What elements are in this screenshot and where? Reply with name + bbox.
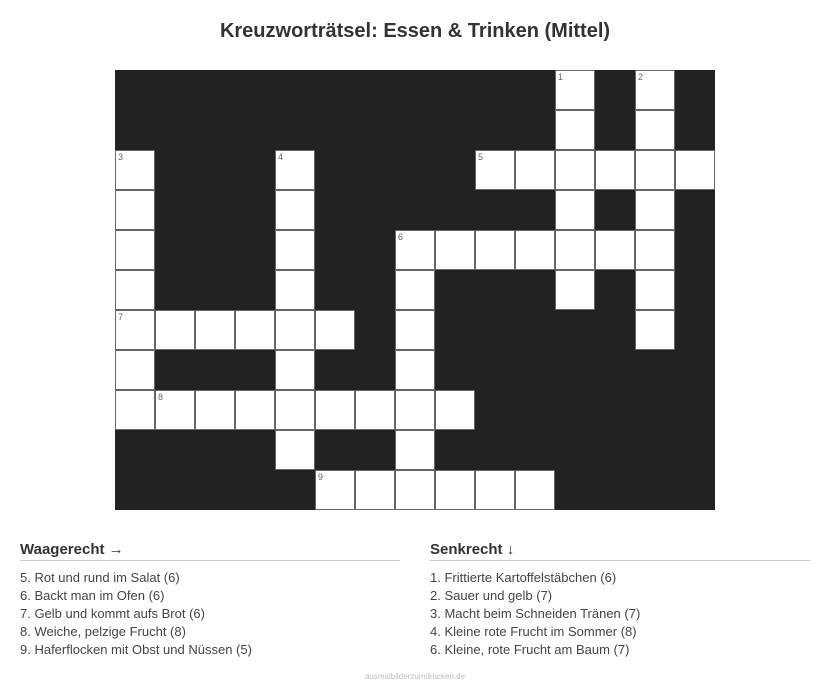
grid-cell[interactable]	[635, 70, 675, 110]
grid-cell[interactable]	[475, 230, 515, 270]
grid-cell[interactable]	[315, 470, 355, 510]
grid-cell[interactable]	[315, 390, 355, 430]
clue-number: 9	[318, 472, 324, 482]
grid-cell[interactable]	[155, 390, 195, 430]
grid-cell[interactable]	[275, 310, 315, 350]
grid-cell[interactable]	[315, 310, 355, 350]
grid-cell[interactable]	[235, 310, 275, 350]
across-clues	[20, 540, 400, 659]
grid-cell[interactable]	[635, 230, 675, 270]
grid-cell[interactable]	[435, 470, 475, 510]
clue-down: 3. Macht beim Schneiden Tränen (7)	[430, 606, 641, 621]
clue-down: 1. Frittierte Kartoffelstäbchen (6)	[430, 570, 617, 585]
grid-cell[interactable]	[275, 430, 315, 470]
grid-cell[interactable]	[115, 150, 155, 190]
clue-number: 1	[558, 72, 564, 82]
grid-cell[interactable]	[515, 150, 555, 190]
grid-cell[interactable]	[115, 230, 155, 270]
down-clue-list	[430, 569, 810, 659]
grid-cell[interactable]	[555, 150, 595, 190]
grid-cell[interactable]	[395, 430, 435, 470]
footer-credit: ausmalbilderzumdrucken.de	[364, 672, 466, 681]
down-heading: Senkrecht ↓	[430, 540, 810, 561]
across-clue-list	[20, 569, 400, 659]
grid-cell[interactable]	[275, 190, 315, 230]
grid-cell[interactable]	[115, 270, 155, 310]
grid-cell[interactable]	[435, 230, 475, 270]
grid-cell[interactable]	[395, 310, 435, 350]
grid-cell[interactable]	[355, 470, 395, 510]
down-clues	[430, 540, 810, 659]
clue-number: 3	[118, 152, 124, 162]
grid-cell[interactable]	[635, 270, 675, 310]
grid-cell[interactable]	[635, 150, 675, 190]
grid-cell[interactable]	[395, 230, 435, 270]
grid-cell[interactable]	[555, 110, 595, 150]
grid-cell[interactable]	[635, 310, 675, 350]
grid-cell[interactable]	[275, 350, 315, 390]
clue-across: 9. Haferflocken mit Obst und Nüssen (5)	[20, 642, 252, 657]
grid-cell[interactable]	[555, 230, 595, 270]
clue-across: 7. Gelb und kommt aufs Brot (6)	[20, 606, 205, 621]
across-heading: Waagerecht →	[20, 540, 400, 561]
grid-cell[interactable]	[555, 270, 595, 310]
grid-cell[interactable]	[595, 150, 635, 190]
grid-cell[interactable]	[395, 350, 435, 390]
grid-cell[interactable]	[395, 470, 435, 510]
grid-cell[interactable]	[515, 470, 555, 510]
grid-cell[interactable]	[355, 390, 395, 430]
clue-number: 8	[158, 392, 164, 402]
puzzle-title: Kreuzworträtsel: Essen & Trinken (Mittel)	[219, 20, 611, 42]
clue-across: 8. Weiche, pelzige Frucht (8)	[20, 624, 186, 639]
grid-cell[interactable]	[275, 230, 315, 270]
grid-cell[interactable]	[195, 310, 235, 350]
grid-cell[interactable]	[275, 150, 315, 190]
grid-cell[interactable]	[395, 270, 435, 310]
clue-number: 2	[638, 72, 644, 82]
grid-cell[interactable]	[595, 230, 635, 270]
grid-cell[interactable]	[515, 230, 555, 270]
grid-cell[interactable]	[115, 310, 155, 350]
grid-cell[interactable]	[275, 390, 315, 430]
clue-number: 7	[118, 312, 124, 322]
clue-down: 6. Kleine, rote Frucht am Baum (7)	[430, 642, 630, 657]
grid-cell[interactable]	[115, 390, 155, 430]
grid-cell[interactable]	[115, 190, 155, 230]
clue-number: 6	[398, 232, 404, 242]
grid-cell[interactable]	[635, 190, 675, 230]
clue-number: 5	[478, 152, 484, 162]
grid-cell[interactable]	[635, 110, 675, 150]
grid-cell[interactable]	[155, 310, 195, 350]
grid-cell[interactable]	[235, 390, 275, 430]
clue-down: 2. Sauer und gelb (7)	[430, 588, 553, 603]
crossword-grid	[115, 70, 715, 510]
grid-cell[interactable]	[475, 150, 515, 190]
grid-cell[interactable]	[195, 390, 235, 430]
grid-cell[interactable]	[115, 350, 155, 390]
grid-cell[interactable]	[675, 150, 715, 190]
grid-cell[interactable]	[475, 470, 515, 510]
grid-cell[interactable]	[435, 390, 475, 430]
grid-cell[interactable]	[275, 270, 315, 310]
grid-cell[interactable]	[555, 70, 595, 110]
clue-number: 4	[278, 152, 284, 162]
clue-across: 6. Backt man im Ofen (6)	[20, 588, 165, 603]
grid-cell[interactable]	[555, 190, 595, 230]
clue-across: 5. Rot und rund im Salat (6)	[20, 570, 180, 585]
grid-cell[interactable]	[395, 390, 435, 430]
clue-down: 4. Kleine rote Frucht im Sommer (8)	[430, 624, 637, 639]
